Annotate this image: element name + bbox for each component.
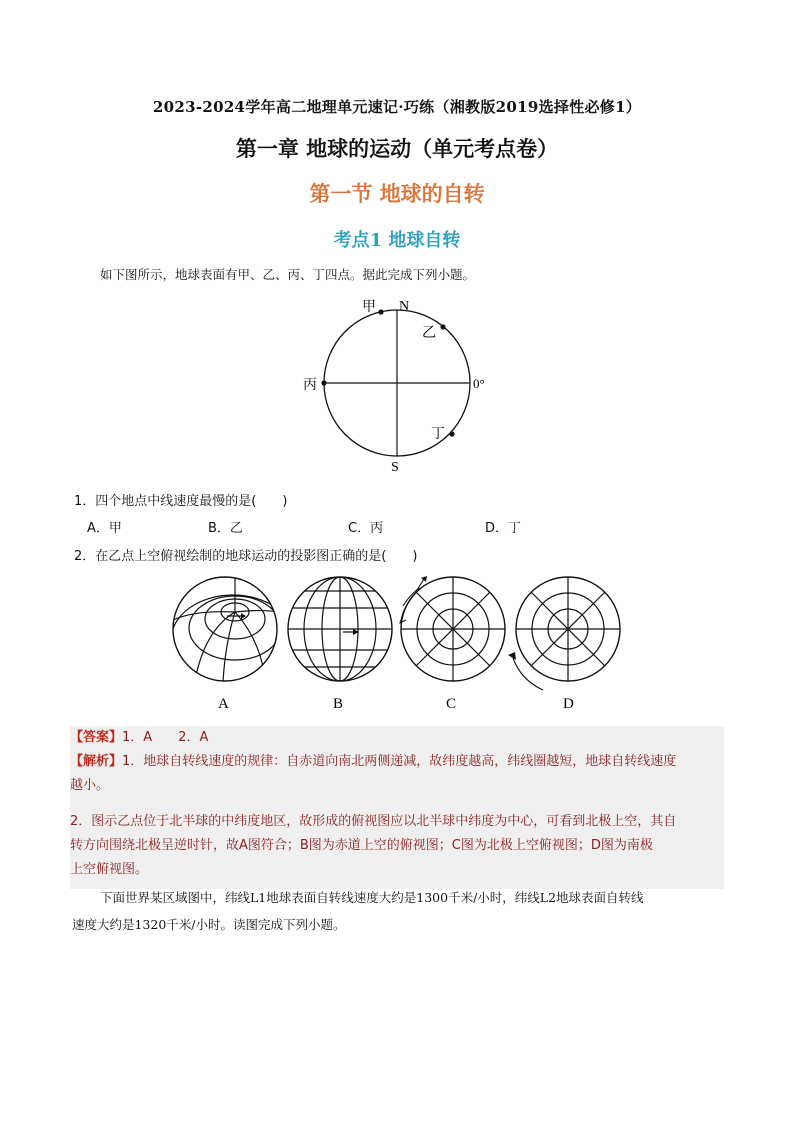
document-header: 2023-2024学年高二地理单元速记·巧练（湘教版2019选择性必修1） [152, 98, 642, 116]
earth-points-figure [290, 290, 510, 480]
option-d-label: D [563, 696, 574, 712]
answer-tag: 【答案】 [70, 730, 123, 745]
q1-option-d[interactable]: D．丁 [485, 521, 522, 536]
intro-text: 如下图所示，地球表面有甲、乙、丙、丁四点。据此完成下列小题。 [100, 267, 476, 282]
next-intro-line-2: 速度大约是1320千米/小时。读图完成下列小题。 [72, 917, 346, 932]
analysis-1-line-2: 越小。 [70, 778, 110, 793]
analysis-1-line-1: 1．地球自转线速度的规律：自赤道向南北两侧递减，故纬度越高，纬线圈越短，地球自转线速度 [122, 754, 677, 769]
point-bing [321, 380, 326, 385]
topic-title: 考点1 地球自转 [333, 230, 461, 251]
section-title: 第一节 地球的自转 [309, 181, 485, 206]
label-s: S [391, 460, 399, 475]
option-b-label: B [333, 696, 344, 712]
option-d-globe[interactable] [516, 577, 620, 681]
question-1-stem: 1．四个地点中线速度最慢的是( ) [74, 494, 288, 509]
q1-option-a[interactable]: A．甲 [87, 521, 122, 536]
option-c-label: C [446, 696, 457, 712]
answer-line [70, 725, 730, 751]
next-intro-line-1: 下面世界某区域图中，纬线L1地球表面自转线速度大约是1300千米/小时，纬线L2地球表面自转线 [100, 890, 644, 905]
analysis-tag: 【解析】 [70, 754, 123, 769]
label-jia: 甲 [362, 300, 376, 315]
label-ding: 丁 [431, 427, 445, 442]
chapter-title: 第一章 地球的运动（单元考点卷） [235, 136, 559, 161]
q1-option-b[interactable]: B．乙 [208, 521, 243, 536]
answer-text: 1．A 2．A [122, 730, 209, 745]
label-bing: 丙 [303, 378, 317, 393]
point-ding [449, 431, 454, 436]
label-zero: 0° [473, 376, 485, 391]
option-c-globe[interactable] [400, 576, 505, 681]
label-yi: 乙 [422, 326, 436, 341]
projection-options-figure [165, 570, 635, 715]
analysis-2-line-2: 转方向围绕北极呈逆时针，故A图符合；B图为赤道上空的俯视图；C图为北极上空俯视图；D图为南极 [70, 838, 653, 853]
point-yi [440, 324, 445, 329]
label-n: N [399, 299, 410, 314]
point-jia [378, 309, 383, 314]
analysis-1 [70, 749, 730, 775]
analysis-2-line-3: 上空俯视图。 [70, 862, 149, 877]
option-a-label: A [218, 696, 229, 712]
q1-option-c[interactable]: C．丙 [348, 521, 384, 536]
question-2-stem: 2．在乙点上空俯视绘制的地球运动的投影图正确的是( ) [74, 549, 418, 564]
option-a-globe[interactable] [171, 570, 295, 685]
answer-analysis-box [70, 726, 724, 889]
option-b-globe[interactable] [288, 577, 392, 681]
analysis-2-line-1: 2．图示乙点位于北半球的中纬度地区，故形成的俯视图应以北半球中纬度为中心，可看到北极上空，其自 [70, 814, 677, 829]
